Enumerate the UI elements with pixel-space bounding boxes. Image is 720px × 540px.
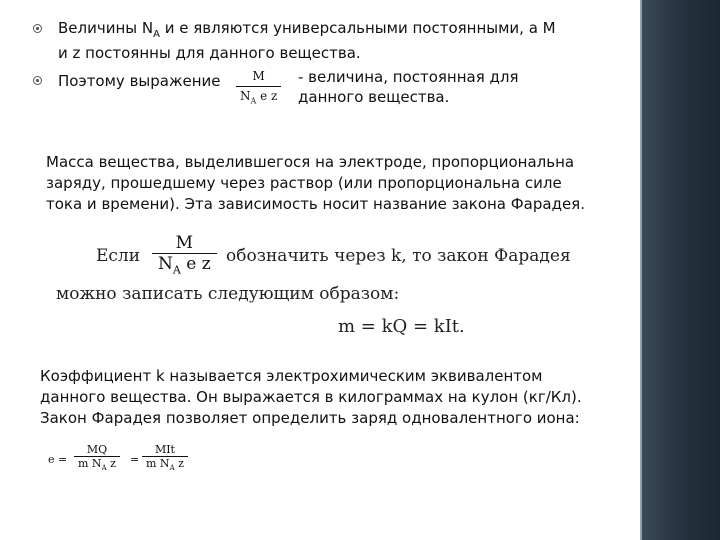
bullet-text: Поэтому выражение (58, 72, 221, 90)
bullet-text: - величина, постоянная для (298, 68, 519, 86)
fraction-MQ: $\frac{MQ}{m N_A z}$ (74, 443, 120, 472)
formula-text: e = (48, 453, 68, 466)
bullet-item-constants (58, 19, 618, 63)
bullet-item-expression (58, 70, 618, 114)
paragraph-line: Масса вещества, выделившегося на электроде, пропорциональна (46, 153, 575, 171)
fraction-M-over-NAez: $\frac{M}{N_A e z}$ (152, 233, 217, 276)
formula-text: обозначить через k, то закон Фарадея (226, 246, 571, 266)
bullet-text: Величины N (58, 19, 154, 37)
paragraph-line: Коэффициент k называется электрохимическим эквивалентом (40, 367, 543, 385)
formula-text: = (130, 453, 140, 466)
coefficient-paragraph (40, 366, 582, 429)
faraday-law-paragraph (46, 152, 585, 215)
faraday-equation: m = kQ = kIt. (338, 316, 465, 337)
subscript: A (153, 29, 160, 40)
bullet-text: и e являются универсальными постоянными, а M (159, 19, 556, 37)
bullet-text: данного вещества. (298, 88, 450, 106)
formula-text: Если (96, 246, 141, 266)
paragraph-line: заряду, прошедшему через раствор (или пропорциональна силе (46, 174, 562, 192)
paragraph-line: данного вещества. Он выражается в килограммах на кулон (кг/Кл). (40, 388, 582, 406)
paragraph-line: Закон Фарадея позволяет определить заряд одновалентного иона: (40, 409, 580, 427)
formula-text: можно записать следующим образом: (56, 284, 400, 304)
paragraph-line: тока и времени). Эта зависимость носит название закона Фарадея. (46, 195, 585, 213)
formula-image (56, 232, 610, 342)
panel-edge (640, 0, 642, 540)
decorative-side-panel (640, 0, 720, 540)
bullet-icon (33, 76, 42, 85)
fraction-MIt: MIt m $N_A$ z (142, 443, 188, 472)
bullet-text: и z постоянны для данного вещества. (58, 44, 361, 62)
fraction-M-over-NAez: $\frac{M}{N_A e z}$ (236, 67, 281, 110)
bullet-icon (33, 24, 42, 33)
charge-formula (44, 440, 264, 490)
